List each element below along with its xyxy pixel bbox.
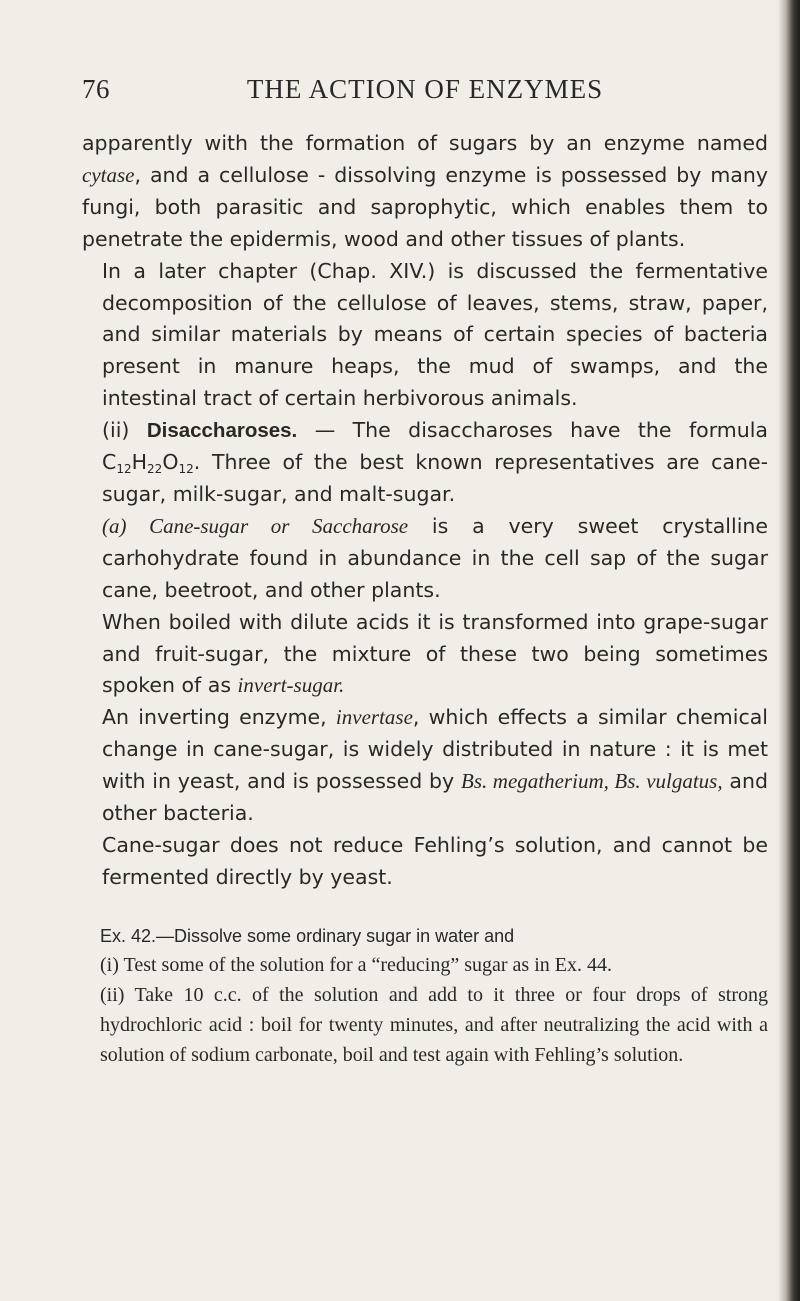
text-span: An inverting enzyme, bbox=[102, 705, 336, 730]
term-invert-sugar: invert-sugar. bbox=[237, 673, 345, 698]
term-invertase: invertase bbox=[335, 705, 413, 730]
body-text bbox=[82, 128, 768, 894]
term-cytase: cytase bbox=[82, 162, 135, 187]
text-span: . Three of the best known representatives are cane-sugar, milk-sugar, and malt-sugar. bbox=[102, 450, 768, 506]
text-span: — The disaccharoses have the formula bbox=[297, 418, 768, 443]
paragraph-invertase bbox=[82, 702, 768, 830]
paragraph-invert-sugar bbox=[82, 607, 768, 703]
paragraph-cytase bbox=[82, 128, 768, 256]
subsection-label: (a) bbox=[102, 513, 127, 538]
section-heading: Disaccharoses. bbox=[146, 419, 298, 443]
paragraph-disaccharoses bbox=[82, 415, 768, 511]
paragraph-fermentation: In a later chapter (Chap. XIV.) is discussed the fermentative decomposition of the cellulose of leaves, stems, straw, paper, and similar materials by means of certain species of bacteria present in manure heaps, the mud of swamps, and the intestinal tract of certain herbivorous animals. bbox=[102, 258, 768, 411]
paragraph-cane-sugar bbox=[82, 511, 768, 607]
exercise-block bbox=[82, 922, 768, 1071]
page-edge-shadow bbox=[778, 0, 800, 1301]
text-span: and other bacteria. bbox=[102, 769, 768, 826]
subsection-title: Cane-sugar or Saccharose bbox=[126, 513, 409, 538]
text-span: When boiled with dilute acids it is transformed into grape-sugar and fruit-sugar, the mixture of these two being sometimes spoken of as bbox=[102, 609, 768, 698]
bacteria-names: Bs. megatherium, Bs. vulgatus, bbox=[461, 769, 723, 794]
exercise-step-2: (ii) Take 10 c.c. of the solution and add to it three or four drops of strong hydrochloric acid : boil for twenty minutes, and after neutralizing the acid with a solution of sodium carbonate, boil and test again with Fehling’s solution. bbox=[100, 984, 768, 1066]
chemical-formula bbox=[102, 450, 194, 477]
page-header bbox=[82, 68, 768, 108]
exercise-intro bbox=[82, 922, 768, 952]
running-head: THE ACTION OF ENZYMES bbox=[246, 74, 604, 104]
text-span: , and a cellulose - dissolving enzyme is possessed by many fungi, both parasitic and saprophytic, which enables them to penetrate the epidermis, wood and other tissues of plants. bbox=[82, 162, 768, 251]
formula-element: H bbox=[131, 450, 148, 475]
formula-element: C bbox=[102, 450, 117, 475]
book-page bbox=[82, 0, 768, 1070]
formula-subscript: 22 bbox=[147, 462, 163, 477]
paragraph-fehling: Cane-sugar does not reduce Fehling’s solution, and cannot be fermented directly by yeast. bbox=[102, 832, 768, 889]
exercise-intro-text: —Dissolve some ordinary sugar in water and bbox=[156, 925, 515, 946]
section-number: (ii) bbox=[102, 418, 147, 443]
formula-element: O bbox=[162, 450, 179, 475]
formula-subscript: 12 bbox=[116, 462, 132, 477]
exercise-label: Ex. 42. bbox=[100, 925, 157, 946]
text-span: apparently with the formation of sugars by an enzyme named bbox=[82, 131, 768, 155]
formula-subscript: 12 bbox=[178, 462, 194, 477]
exercise-step-1: (i) Test some of the solution for a “reducing” sugar as in Ex. 44. bbox=[100, 954, 612, 977]
text-span: , which effects a similar chemical change in cane-sugar, is widely distributed in nature : it is met with in yeast, and is possessed by bbox=[102, 705, 769, 794]
page-number: 76 bbox=[82, 74, 110, 104]
text-span: is a very sweet crystalline carhohydrate found in abundance in the cell sap of the sugar cane, beetroot, and other plants. bbox=[102, 513, 768, 602]
